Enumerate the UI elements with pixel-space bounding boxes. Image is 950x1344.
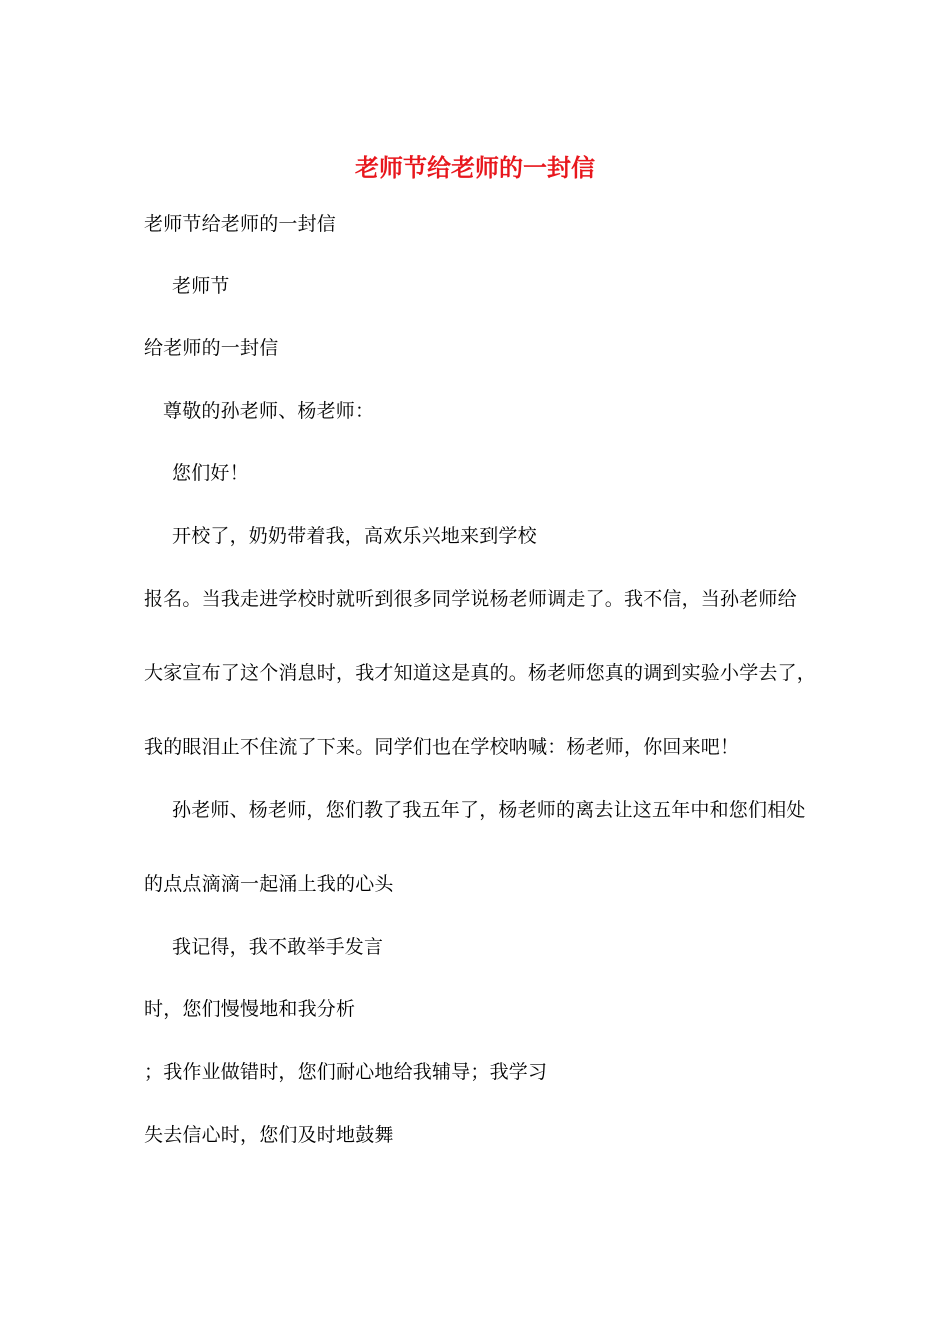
body-line: 尊敬的孙老师、杨老师：	[163, 400, 375, 422]
body-line: 开校了，奶奶带着我，高欢乐兴地来到学校	[172, 525, 537, 547]
body-line: 老师节	[172, 275, 230, 297]
body-line: 我记得，我不敢举手发言	[172, 936, 384, 958]
body-line: 老师节给老师的一封信	[144, 213, 337, 235]
body-line: 时，您们慢慢地和我分析	[144, 998, 356, 1020]
body-line: 失去信心时，您们及时地鼓舞	[144, 1124, 394, 1146]
body-line: 孙老师、杨老师，您们教了我五年了，杨老师的离去让这五年中和您们相处	[172, 799, 806, 821]
body-line: 报名。当我走进学校时就听到很多同学说杨老师调走了。我不信，当孙老师给	[144, 588, 797, 610]
body-line: 的点点滴滴一起涌上我的心头	[144, 873, 394, 895]
body-line: ；我作业做错时，您们耐心地给我辅导；我学习	[144, 1061, 548, 1083]
document-title: 老师节给老师的一封信	[355, 153, 595, 182]
body-line: 我的眼泪止不住流了下来。同学们也在学校呐喊：杨老师，你回来吧！	[144, 736, 740, 758]
body-line: 大家宣布了这个消息时，我才知道这是真的。杨老师您真的调到实验小学去了，	[144, 662, 817, 684]
body-line: 给老师的一封信	[144, 337, 279, 359]
body-line: 您们好！	[172, 462, 249, 484]
